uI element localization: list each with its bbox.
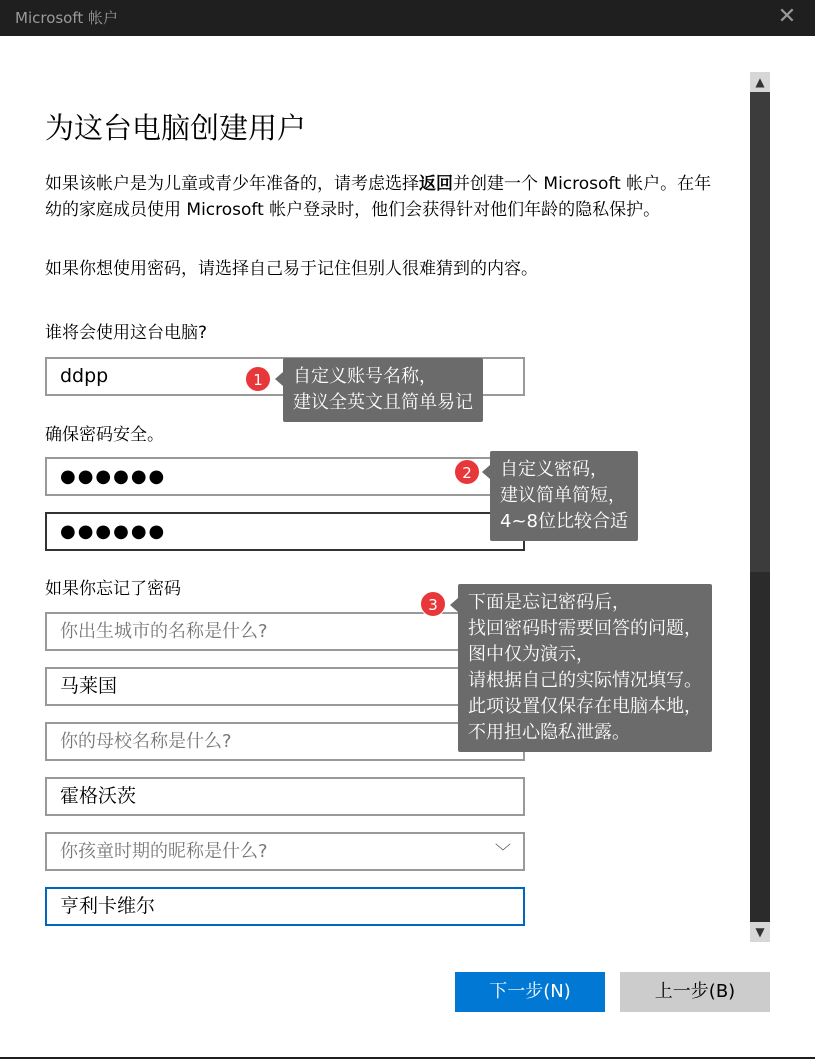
intro-text	[45, 171, 711, 223]
intro-line1-suffix: 并创建一个 Microsoft 帐户。在年	[453, 174, 712, 194]
annotation-callout-2	[490, 451, 638, 541]
title-bar	[0, 0, 815, 36]
username-input[interactable]: ddpp	[45, 357, 525, 396]
annotation-badge-1: 1	[245, 366, 271, 392]
annotation-3-line-4: 请根据自己的实际情况填写。	[468, 670, 702, 691]
annotation-1-line-1: 自定义账号名称，	[293, 366, 437, 387]
security-answer-3-input[interactable]: 亨利卡维尔	[45, 887, 525, 926]
annotation-badge-2: 2	[454, 459, 480, 485]
annotation-3-line-2: 找回密码时需要回答的问题，	[468, 618, 702, 639]
scrollbar[interactable]	[750, 72, 770, 942]
intro-line1-prefix: 如果该帐户是为儿童或青少年准备的，请考虑选择	[45, 174, 419, 194]
who-label: 谁将会使用这台电脑?	[45, 323, 208, 343]
annotation-badge-3: 3	[420, 591, 446, 617]
close-icon[interactable]: ✕	[777, 4, 797, 29]
window-title: Microsoft 帐户	[15, 9, 119, 27]
back-link-text: 返回	[419, 174, 453, 194]
back-button[interactable]: 上一步(B)	[620, 972, 770, 1012]
scrollbar-thumb[interactable]	[750, 72, 770, 572]
password-hint-text: 如果你想使用密码，请选择自己易于记住但别人很难猜到的内容。	[45, 259, 538, 279]
annotation-2-line-2: 建议简单简短，	[500, 485, 626, 506]
password-label: 确保密码安全。	[45, 425, 164, 445]
annotation-callout-1	[283, 358, 483, 422]
dialog-content	[0, 36, 815, 1057]
chevron-down-icon: ﹀	[494, 842, 511, 861]
annotation-3-line-3: 图中仅为演示，	[468, 644, 594, 665]
annotation-2-line-3: 4~8位比较合适	[500, 511, 628, 532]
scroll-down-icon[interactable]: ▼	[750, 922, 770, 942]
annotation-3-line-5: 此项设置仅保存在电脑本地，	[468, 696, 702, 717]
next-button[interactable]: 下一步(N)	[455, 972, 605, 1012]
password-input[interactable]: ●●●●●●	[45, 457, 525, 496]
intro-line2: 幼的家庭成员使用 Microsoft 帐户登录时，他们会获得针对他们年龄的隐私保护。	[45, 200, 661, 220]
annotation-3-line-1: 下面是忘记密码后，	[468, 592, 630, 613]
security-answer-1-input[interactable]: 马莱国	[45, 667, 525, 706]
annotation-1-line-2: 建议全英文且简单易记	[293, 392, 473, 413]
security-question-2-select[interactable]: 你的母校名称是什么?	[45, 722, 525, 761]
annotation-callout-3	[458, 584, 712, 752]
annotation-2-line-1: 自定义密码，	[500, 459, 608, 480]
security-question-3-text: 你孩童时期的昵称是什么?	[60, 841, 268, 862]
security-answer-2-input[interactable]: 霍格沃茨	[45, 777, 525, 816]
page-title: 为这台电脑创建用户	[45, 111, 307, 145]
scroll-up-icon[interactable]: ▲	[750, 72, 770, 92]
annotation-3-line-6: 不用担心隐私泄露。	[468, 722, 630, 743]
security-question-1-select[interactable]: 你出生城市的名称是什么?	[45, 612, 525, 651]
security-question-3-select[interactable]	[45, 832, 525, 871]
forgot-password-label: 如果你忘记了密码	[45, 579, 181, 599]
confirm-password-input[interactable]: ●●●●●●	[45, 512, 525, 551]
